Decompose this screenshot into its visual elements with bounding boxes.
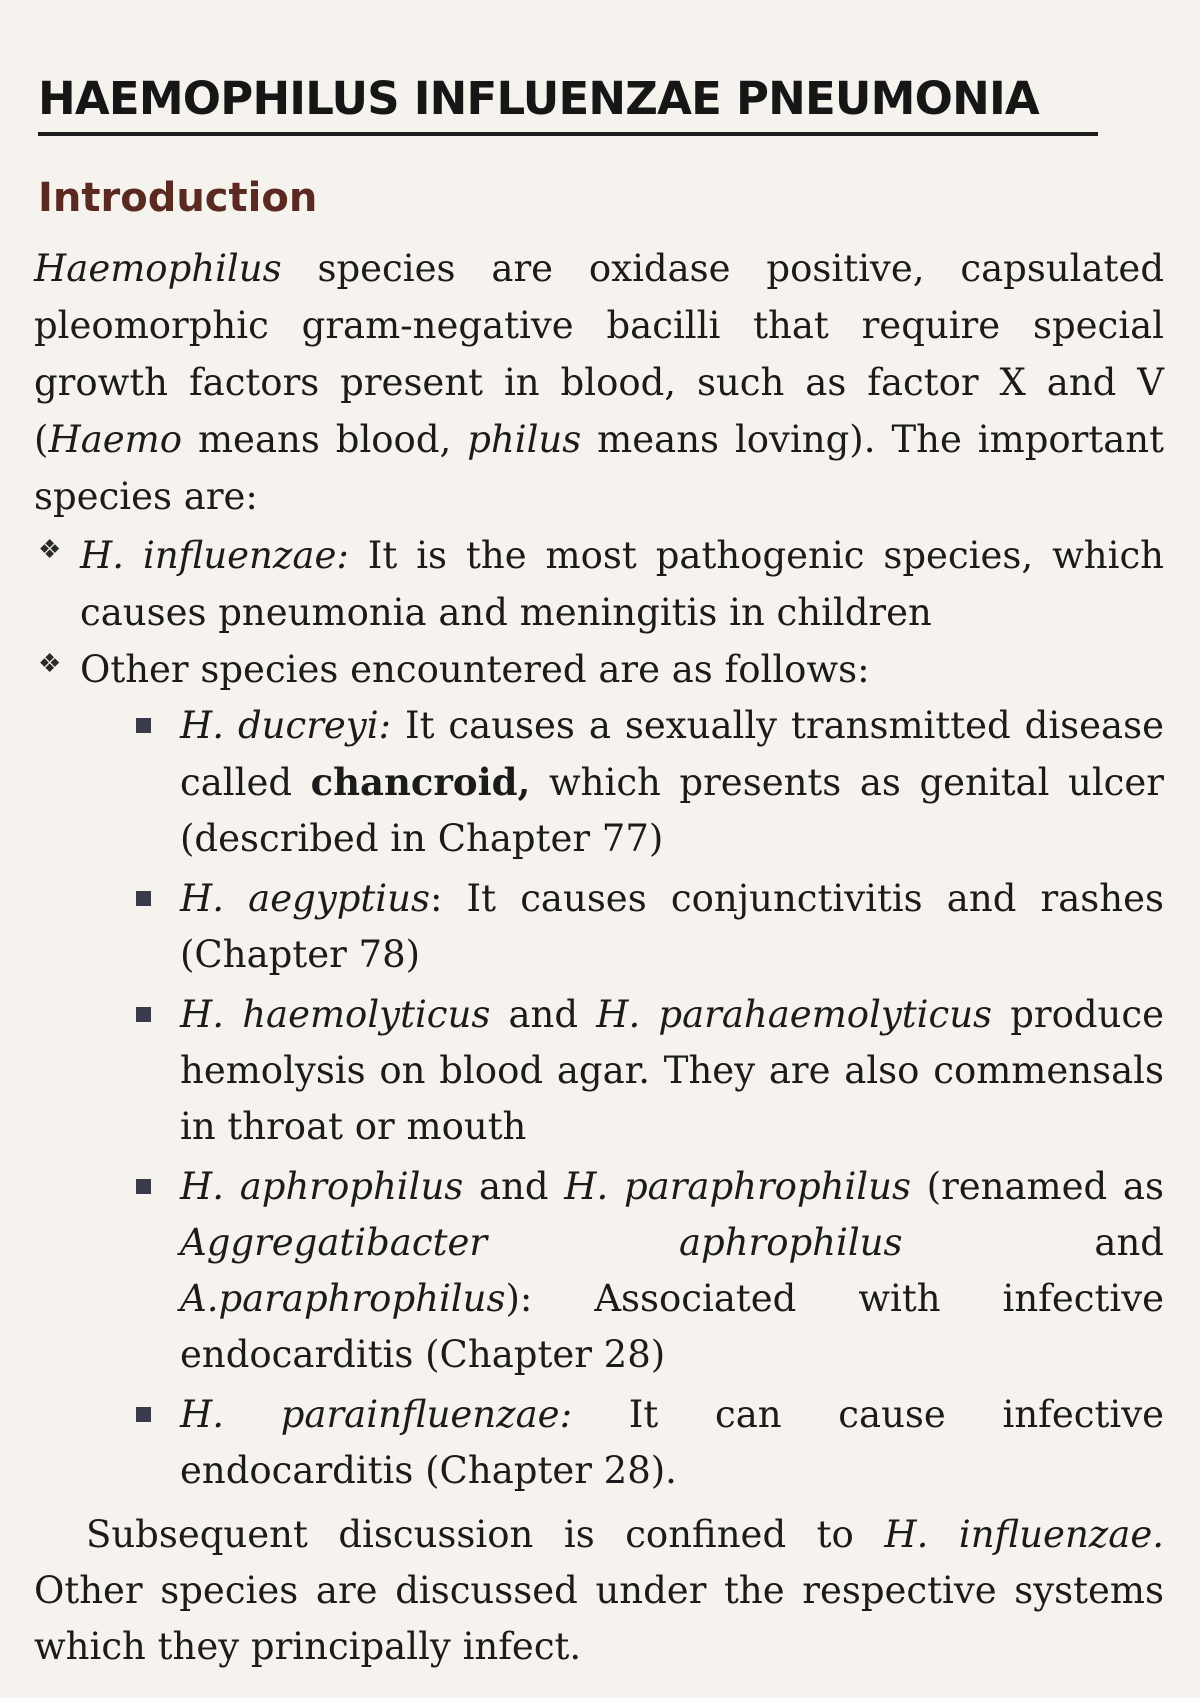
chapter-title: HAEMOPHILUS INFLUENZAE PNEUMONIA [38, 72, 1039, 125]
species-description: (renamed as [910, 1164, 1164, 1208]
species-description: produce hemolysis on blood agar. They are also commensals in throat or mouth [180, 992, 1164, 1148]
species-name: H. influenzae. [884, 1512, 1164, 1556]
square-bullet-icon [136, 1179, 151, 1194]
species-name: H. haemolyticus [180, 992, 491, 1036]
title-underline [38, 132, 1098, 136]
species-list [34, 527, 1164, 1499]
species-description: which presents as genital ulcer (described in Chapter 77) [180, 760, 1164, 860]
intro-paragraph [34, 240, 1164, 525]
square-bullet-icon [136, 1407, 151, 1422]
species-name: H. parahaemolyticus [596, 992, 993, 1036]
connector-text: and [463, 1164, 565, 1208]
species-name: A.paraphrophilus [180, 1276, 506, 1320]
other-species-list [80, 698, 1164, 1499]
closing-text-b: Other species are discussed under the respective systems which they principally infect. [34, 1568, 1164, 1668]
list-item-other-species [34, 641, 1164, 1499]
list-item-parainfluenzae [132, 1387, 1164, 1499]
square-bullet-icon [136, 891, 151, 906]
intro-text-a: species are oxidase positive, capsulated pleomorphic gram-negative bacilli that require special growth factors present in blood, such as factor X and V ( [34, 246, 1164, 461]
disease-term-chancroid: chancroid, [310, 759, 531, 804]
species-name: H. influenzae: [80, 533, 349, 577]
species-name: H. aphrophilus [180, 1164, 464, 1208]
list-item-haemolyticus [132, 987, 1164, 1155]
species-name: Aggregatibacter aphrophilus [180, 1220, 903, 1264]
species-description: It is the most pathogenic species, which causes pneumonia and meningitis in children [80, 533, 1164, 634]
species-name: H. parainfluenzae: [180, 1392, 573, 1436]
intro-text-b: means blood, [182, 417, 468, 461]
species-name: H. ducreyi: [180, 703, 392, 747]
section-heading-introduction: Introduction [38, 174, 318, 221]
list-item-aegyptius [132, 871, 1164, 983]
list-item-ducreyi [132, 698, 1164, 867]
species-description: : It causes conjunctivitis and rashes (Chapter 78) [180, 876, 1164, 976]
species-description: ): Associated with infective endocarditis (Chapter 28) [180, 1276, 1164, 1376]
closing-paragraph [34, 1507, 1164, 1675]
genus-name: Haemophilus [34, 246, 282, 290]
term-haemo: Haemo [48, 417, 183, 461]
diamond-bullet-icon: ❖ [38, 534, 62, 565]
diamond-bullet-icon: ❖ [38, 648, 62, 679]
species-name: H. aegyptius [180, 876, 430, 920]
square-bullet-icon [136, 1007, 151, 1022]
other-species-intro: Other species encountered are as follows: [80, 647, 870, 691]
list-item-aphrophilus [132, 1159, 1164, 1383]
species-description: It can cause infective endocarditis (Chapter 28). [180, 1392, 1165, 1492]
connector-text: and [902, 1220, 1164, 1264]
connector-text: and [490, 992, 597, 1036]
term-philus: philus [467, 417, 582, 461]
square-bullet-icon [136, 718, 151, 733]
intro-text-c: means loving). The important species are: [34, 417, 1164, 518]
closing-text-a: Subsequent discussion is confined to [86, 1512, 885, 1556]
species-name: H. paraphrophilus [564, 1164, 911, 1208]
list-item-influenzae [34, 527, 1164, 641]
species-description: It causes a sexually transmitted disease called [180, 703, 1164, 804]
